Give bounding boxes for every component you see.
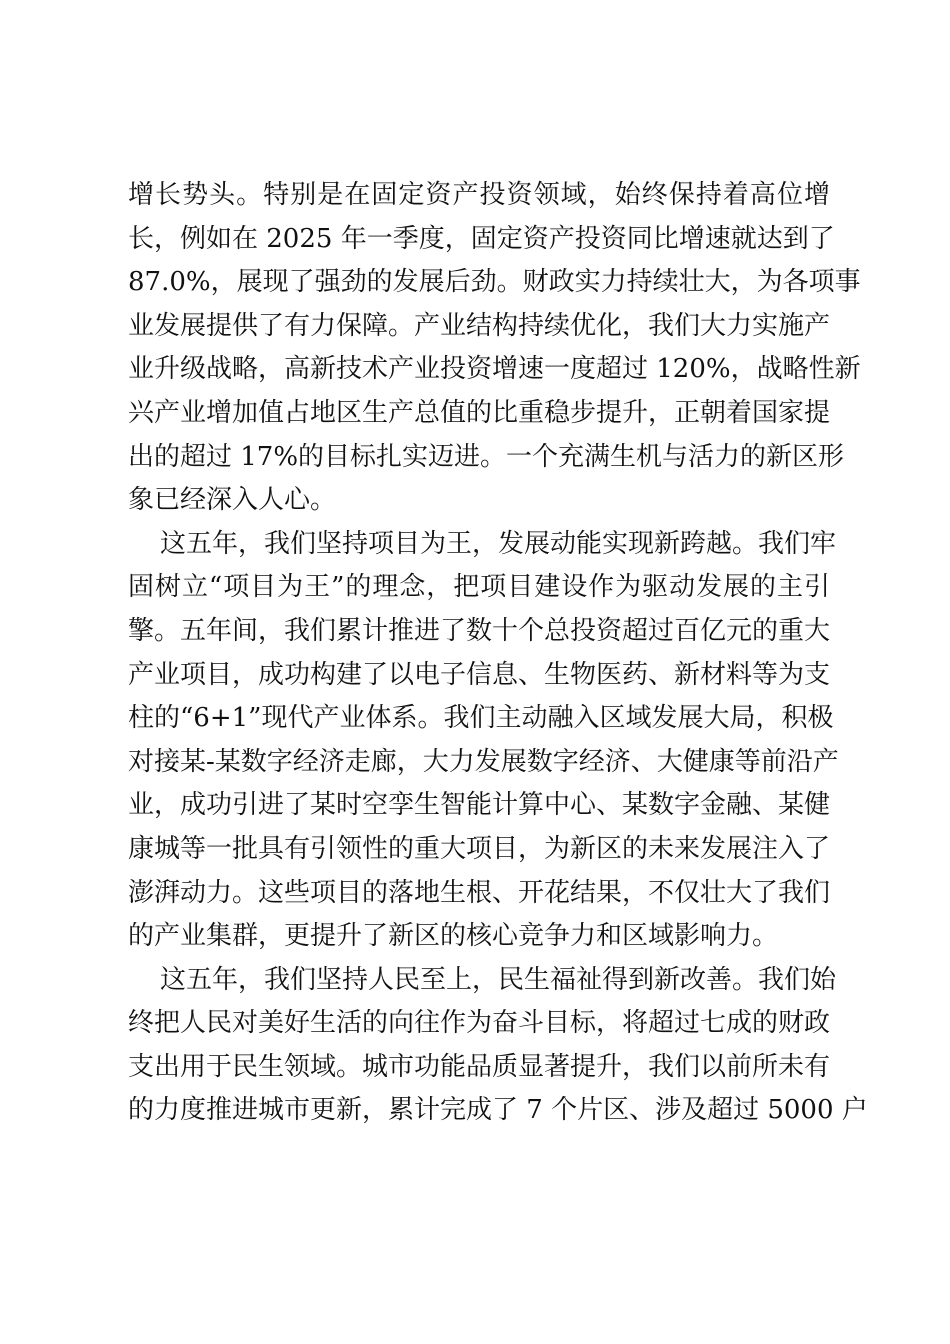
text-line: 兴产业增加值占地区生产总值的比重稳步提升，正朝着国家提	[128, 397, 831, 428]
text-line: 产业项目，成功构建了以电子信息、生物医药、新材料等为支	[128, 659, 831, 690]
text-line: 终把人民对美好生活的向往作为奋斗目标，将超过七成的财政	[128, 1008, 831, 1039]
text-line: 对接某-某数字经济走廊，大力发展数字经济、大健康等前沿产	[128, 746, 839, 777]
text-line: 长，例如在 2025 年一季度，固定资产投资同比增速就达到了	[128, 223, 835, 254]
text-line: 业发展提供了有力保障。产业结构持续优化，我们大力实施产	[128, 310, 831, 341]
text-line: 康城等一批具有引领性的重大项目，为新区的未来发展注入了	[128, 833, 831, 864]
text-line: 支出用于民生领域。城市功能品质显著提升，我们以前所未有	[128, 1051, 831, 1082]
paragraph-2	[128, 523, 839, 959]
text-line: 固树立“项目为王”的理念，把项目建设作为驱动发展的主引	[128, 572, 830, 603]
text-line: 业，成功引进了某时空孪生智能计算中心、某数字金融、某健	[128, 790, 831, 821]
text-line: 柱的“6+1”现代产业体系。我们主动融入区域发展大局，积极	[128, 703, 834, 734]
paragraph-3	[128, 959, 868, 1133]
text-line: 擎。五年间，我们累计推进了数十个总投资超过百亿元的重大	[128, 615, 831, 646]
text-line: 的力度推进城市更新，累计完成了 7 个片区、涉及超过 5000 户	[128, 1095, 868, 1126]
paragraph-1	[128, 174, 861, 523]
document-body	[128, 174, 868, 1133]
text-line: 87.0%，展现了强劲的发展后劲。财政实力持续壮大，为各项事	[128, 267, 861, 298]
text-line: 出的超过 17%的目标扎实迈进。一个充满生机与活力的新区形	[128, 441, 845, 472]
text-line: 的产业集群，更提升了新区的核心竞争力和区域影响力。	[128, 921, 779, 952]
text-line: 澎湃动力。这些项目的落地生根、开花结果，不仅壮大了我们	[128, 877, 831, 908]
text-line: 这五年，我们坚持人民至上，民生福祉得到新改善。我们始	[160, 964, 837, 995]
text-line: 象已经深入人心。	[128, 485, 337, 516]
text-line: 增长势头。特别是在固定资产投资领域，始终保持着高位增	[128, 180, 830, 210]
text-line: 这五年，我们坚持项目为王，发展动能实现新跨越。我们牢	[160, 528, 837, 559]
text-line: 业升级战略，高新技术产业投资增速一度超过 120%，战略性新	[128, 354, 861, 385]
